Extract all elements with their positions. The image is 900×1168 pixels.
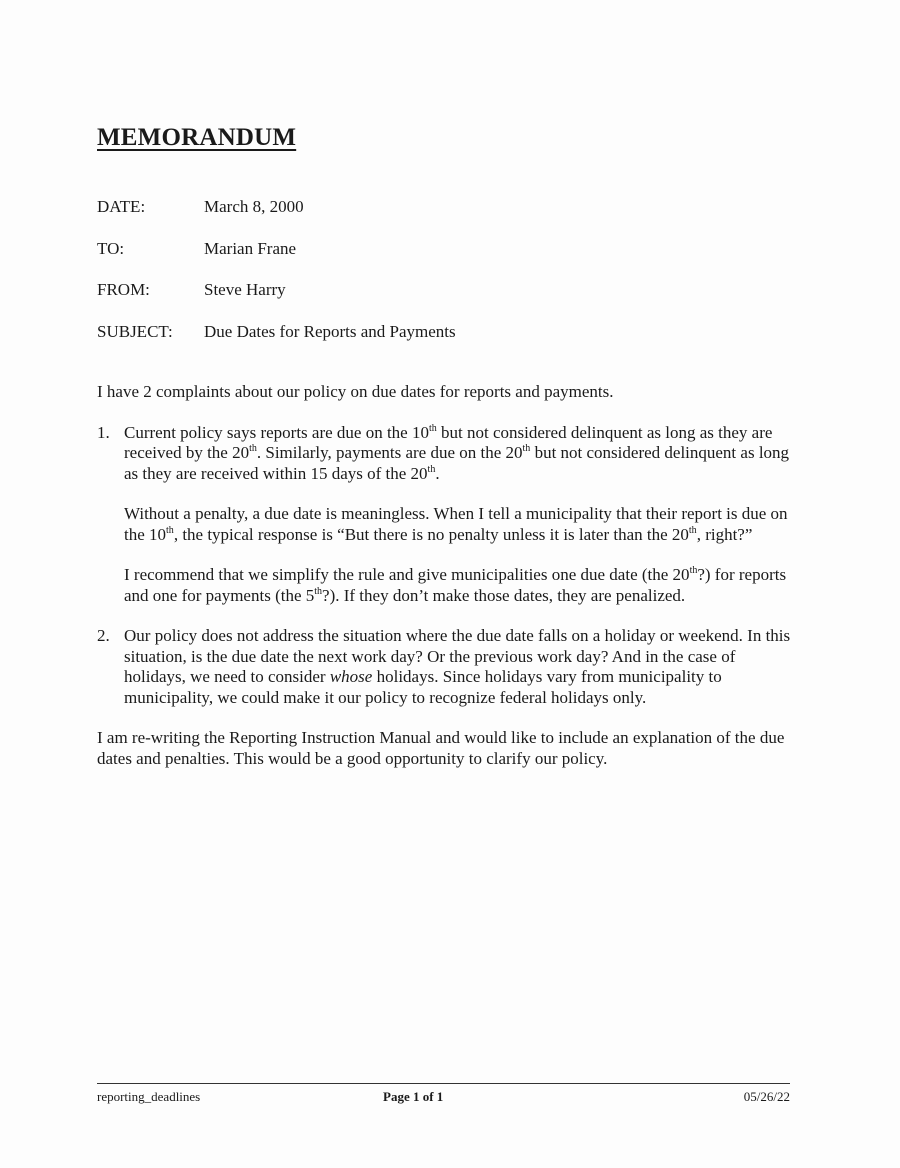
subject-value: Due Dates for Reports and Payments [204, 321, 456, 341]
item-2-paragraph: Our policy does not address the situation where the due date falls on a holiday or weekend. In this situation, is the due date the next work day? Or the previous work day? And in the case of holidays, we need to consider whose holidays. Since holidays vary from municipality to municipality, we could make it our policy to recognize federal holidays only. [124, 626, 791, 707]
intro-paragraph: I have 2 complaints about our policy on due dates for reports and payments. [97, 382, 614, 401]
item-1-paragraph-3: I recommend that we simplify the rule and give municipalities one due date (the 20th?) for reports and one for payments (the 5th?). If they don’t make those dates, they are penalized. [124, 565, 787, 605]
footer-page-number: Page 1 of 1 [383, 1089, 444, 1104]
item-2-content [124, 626, 797, 708]
item-2-number: 2. [97, 626, 110, 645]
footer-date: 05/26/22 [743, 1089, 790, 1104]
memo-header [97, 196, 456, 362]
date-value: March 8, 2000 [204, 197, 304, 216]
to-row [97, 238, 456, 280]
item-1-number: 1. [97, 422, 110, 442]
page-footer [97, 1083, 790, 1105]
footer-filename: reporting_deadlines [97, 1089, 201, 1104]
memo-title: MEMORANDUM [97, 124, 297, 151]
to-value: Marian Frane [204, 238, 297, 258]
list-item-2 [97, 626, 797, 708]
subject-label: SUBJECT: [97, 321, 173, 341]
item-1-paragraph-1: Current policy says reports are due on the 10th but not considered delinquent as long as they are received by the 20th. Similarly, payments are due on the 20th but not considered delinquent as long as they are received within 15 days of the 20th. [124, 422, 790, 483]
date-row [97, 196, 456, 238]
from-label: FROM: [97, 280, 150, 299]
subject-row [97, 321, 456, 363]
from-row [97, 279, 456, 321]
from-value: Steve Harry [204, 280, 286, 299]
emphasis-whose: whose [329, 667, 373, 686]
list-item-1 [97, 423, 797, 607]
to-label: TO: [97, 238, 125, 258]
memo-body [97, 382, 797, 789]
item-1-content [124, 423, 797, 607]
item-1-paragraph-2: Without a penalty, a due date is meaningless. When I tell a municipality that their report is due on the 10th, the typical response is “But there is no penalty unless it is later than the 20th, right?” [124, 504, 788, 544]
closing-paragraph: I am re-writing the Reporting Instruction Manual and would like to include an explanation of the due dates and penalties. This would be a good opportunity to clarify our policy. [97, 728, 785, 768]
date-label: DATE: [97, 197, 146, 216]
